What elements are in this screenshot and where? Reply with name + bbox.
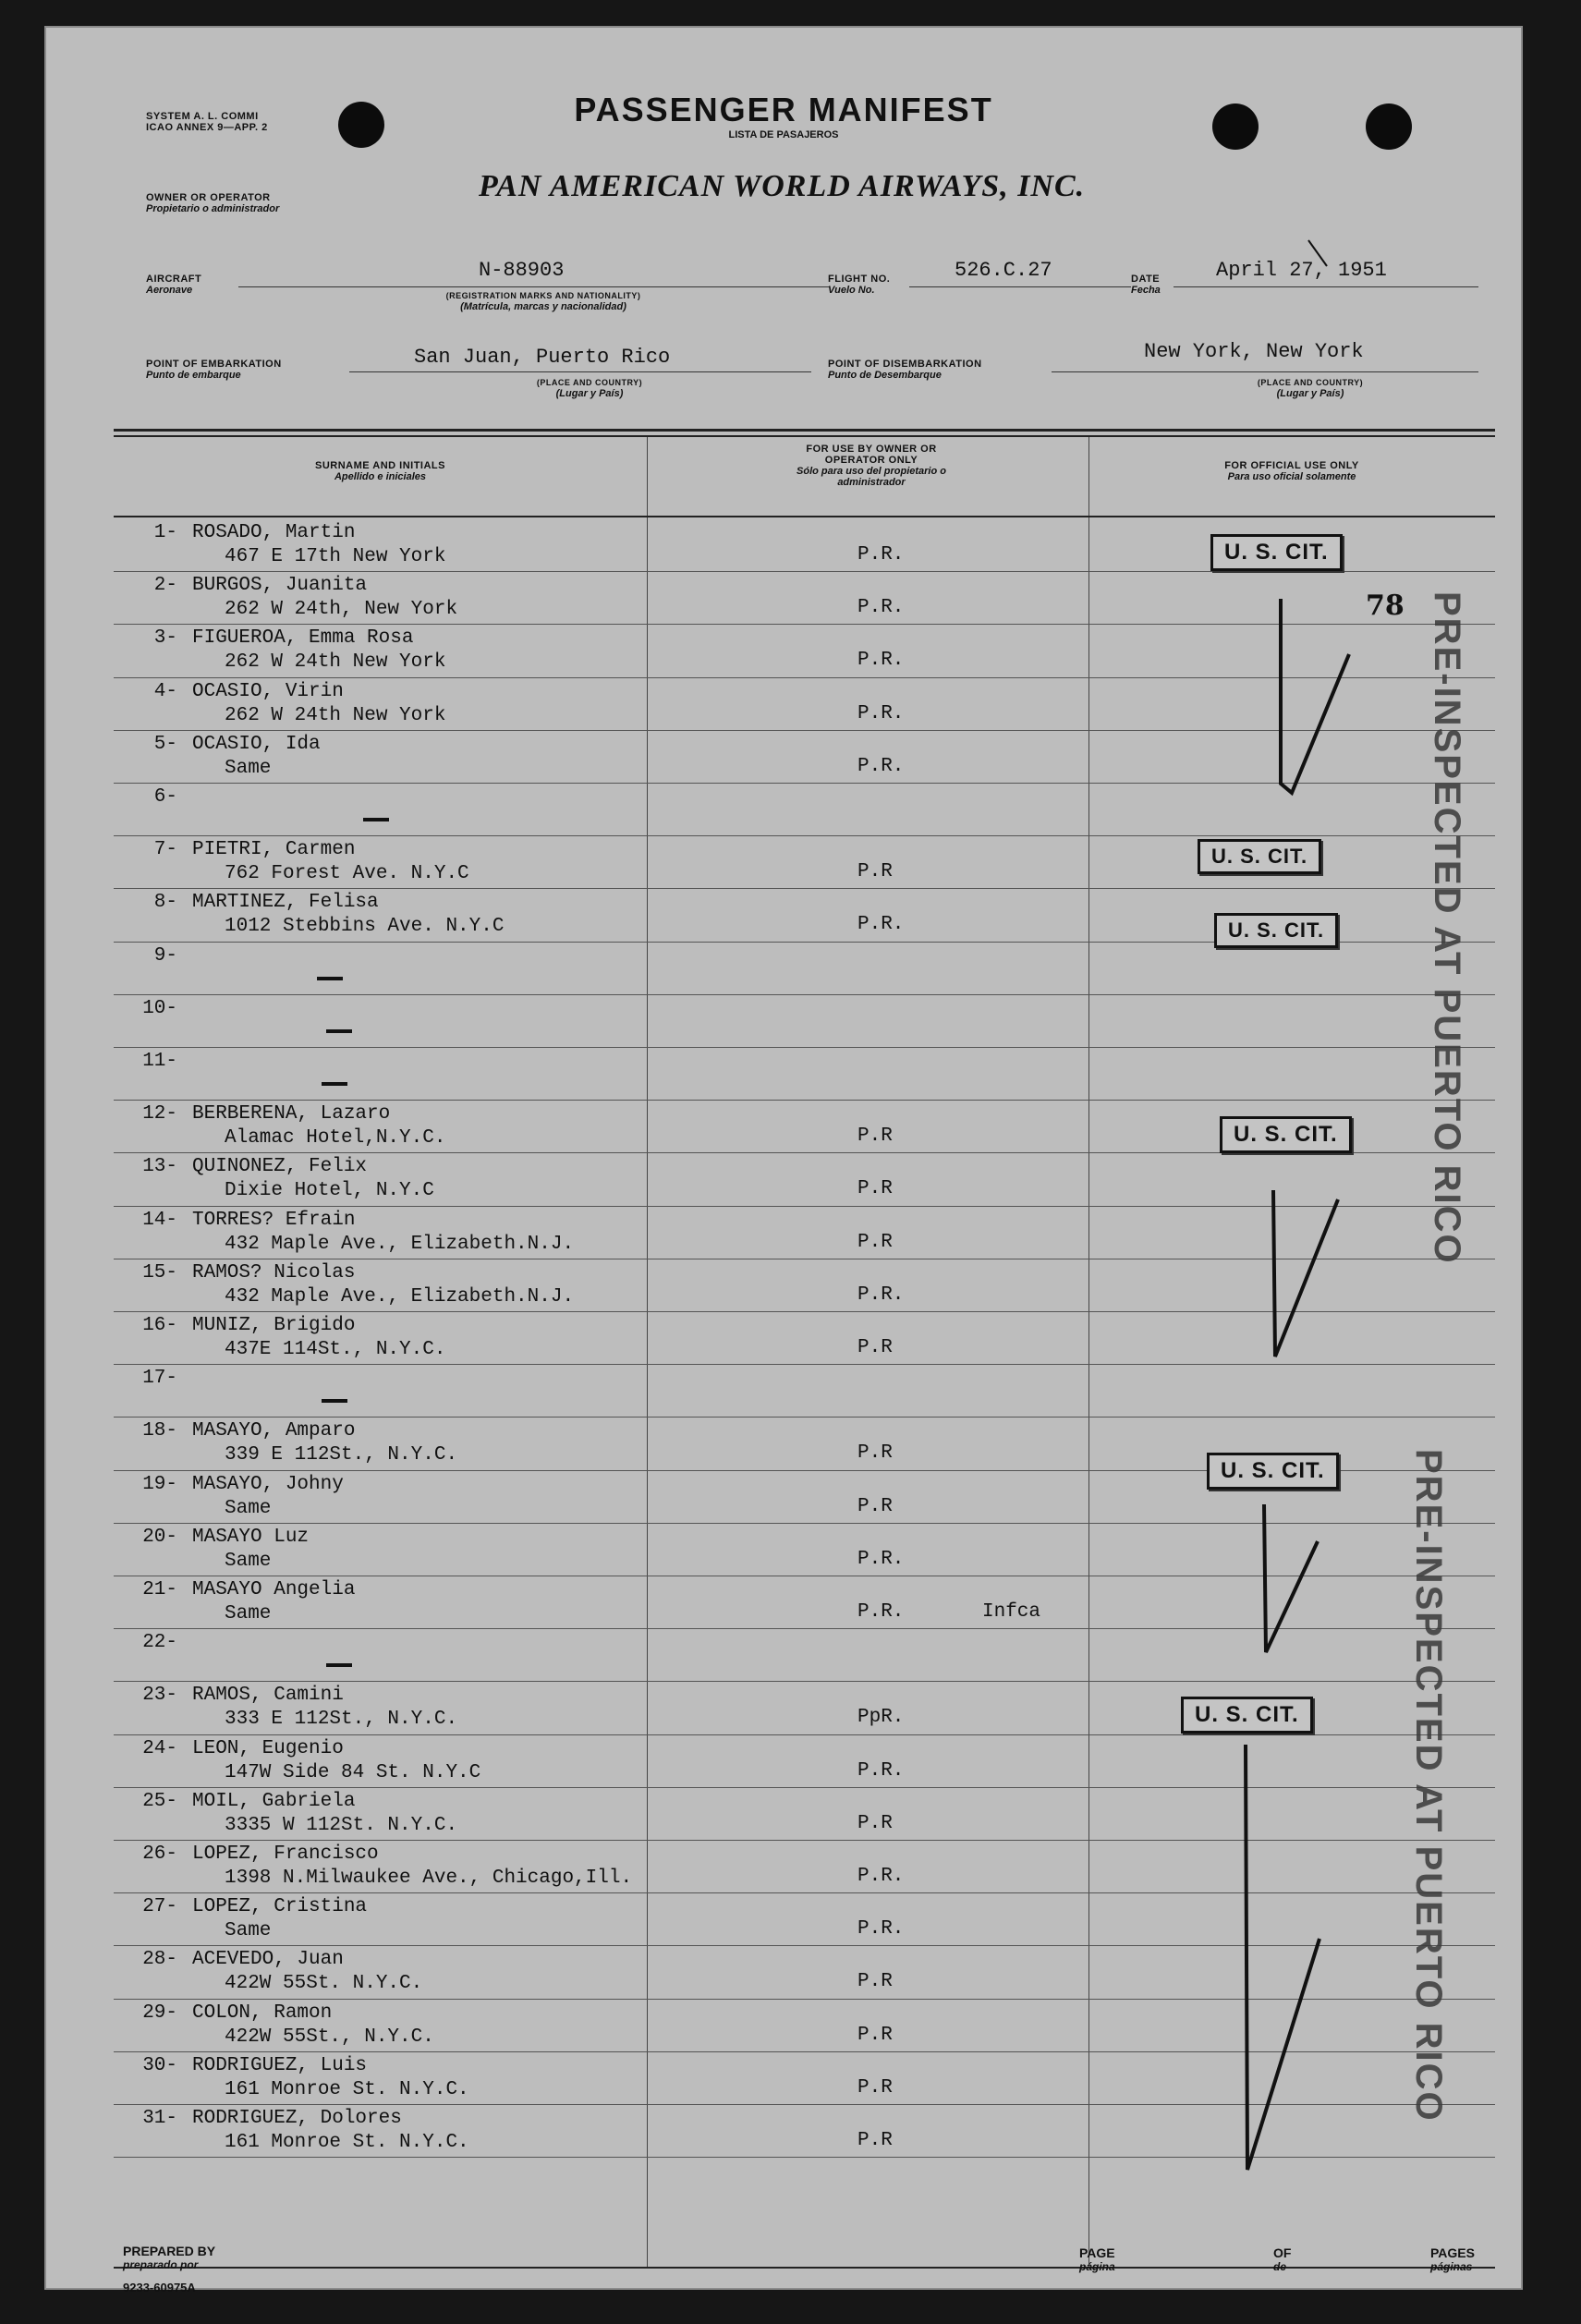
us-cit-stamp: U. S. CIT. [1210, 534, 1343, 571]
table-row [114, 1154, 1495, 1207]
passenger-name: ROSADO, Martin [192, 522, 356, 543]
origin-code: P.R. [857, 597, 905, 619]
passenger-address: 467 E 17th New York [225, 546, 446, 567]
col-owner-use: FOR USE BY OWNER OR OPERATOR ONLY Sólo para uso del propietario o administrador [797, 444, 946, 488]
passenger-address: 262 W 24th, New York [225, 599, 458, 621]
passenger-address: Same [225, 1497, 272, 1519]
row-divider [114, 2051, 1495, 2052]
passenger-name: COLON, Ramon [192, 2002, 333, 2024]
row-divider [114, 1047, 1495, 1048]
blank-row-dash [322, 1399, 347, 1403]
origin-code: P.R [857, 1337, 893, 1358]
table-row [114, 1894, 1495, 1947]
passenger-address: 1012 Stebbins Ave. N.Y.C [225, 916, 505, 938]
pages-label: PAGES páginas [1430, 2245, 1475, 2273]
row-number: 16- [142, 1315, 177, 1336]
table-row [114, 1630, 1495, 1683]
table-row [114, 1947, 1495, 2000]
row-divider [114, 730, 1495, 731]
passenger-address: 147W Side 84 St. N.Y.C [225, 1761, 481, 1783]
passenger-name: RAMOS? Nicolas [192, 1261, 356, 1284]
row-divider [114, 1523, 1495, 1524]
row-number: 13- [142, 1156, 177, 1178]
passenger-name: LOPEZ, Cristina [192, 1896, 368, 1918]
passenger-name: FIGUEROA, Emma Rosa [192, 627, 414, 650]
passenger-name: RAMOS, Camini [192, 1685, 344, 1707]
disembark-caption: (PLACE AND COUNTRY) (Lugar y País) [1257, 378, 1364, 399]
row-divider [114, 1206, 1495, 1207]
flight-label: FLIGHT NO. Vuelo No. [828, 274, 891, 296]
row-divider [114, 1945, 1495, 1946]
origin-code: P.R [857, 2024, 893, 2046]
origin-code: P.R [857, 2130, 893, 2151]
origin-code: P.R. [857, 702, 905, 724]
table-row [114, 785, 1495, 837]
pre-inspected-stamp: PRE-INSPECTED AT PUERTO RICO [1427, 591, 1467, 1265]
passenger-address: 422W 55St., N.Y.C. [225, 2026, 434, 2048]
us-cit-stamp: U. S. CIT. [1214, 913, 1338, 948]
date-value: April 27, 1951 [1216, 259, 1387, 282]
passenger-address: 437E 114St., N.Y.C. [225, 1339, 446, 1360]
table-row [114, 573, 1495, 626]
embark-value: San Juan, Puerto Rico [414, 346, 671, 369]
passenger-address: Same [225, 1550, 272, 1572]
form-number: 9233-60975A [123, 2281, 196, 2294]
origin-code: P.R. [857, 914, 905, 936]
origin-code: P.R. [857, 650, 905, 672]
row-number: 29- [142, 2002, 177, 2024]
row-divider [114, 994, 1495, 995]
origin-code: P.R. [857, 1548, 905, 1570]
blank-row-dash [326, 1663, 352, 1667]
us-cit-stamp: U. S. CIT. [1198, 839, 1321, 874]
row-number: 1- [153, 522, 177, 543]
row-number: 6- [153, 786, 177, 808]
passenger-name: QUINONEZ, Felix [192, 1156, 368, 1178]
row-divider [114, 1364, 1495, 1365]
handwritten-number: 78 [1366, 590, 1405, 622]
table-row [114, 1260, 1495, 1313]
row-number: 20- [142, 1526, 177, 1548]
passenger-name: MARTINEZ, Felisa [192, 892, 379, 914]
row-number: 10- [142, 997, 177, 1019]
row-number: 18- [142, 1420, 177, 1442]
origin-code: P.R. [857, 1601, 905, 1623]
passenger-address: 432 Maple Ave., Elizabeth.N.J. [225, 1285, 575, 1308]
row-number: 19- [142, 1473, 177, 1495]
passenger-address: 3335 W 112St. N.Y.C. [225, 1814, 458, 1836]
row-divider [114, 1734, 1495, 1735]
origin-code: P.R [857, 1812, 893, 1834]
date-label: DATE Fecha [1131, 274, 1161, 296]
blank-row-dash [317, 977, 343, 980]
table-row [114, 1366, 1495, 1418]
passenger-name: MASAYO, Amparo [192, 1420, 356, 1442]
passenger-name: LOPEZ, Francisco [192, 1843, 379, 1865]
passenger-address: Same [225, 1603, 272, 1624]
row-number: 21- [142, 1579, 177, 1600]
row-number: 25- [142, 1790, 177, 1812]
page-subtitle: LISTA DE PASAJEROS [728, 129, 839, 140]
origin-code: P.R [857, 1178, 893, 1200]
page-label: PAGE página [1079, 2245, 1115, 2273]
of-label: OF de [1273, 2245, 1292, 2273]
row-divider [114, 888, 1495, 889]
origin-code: P.R. [857, 1284, 905, 1306]
passenger-address: 432 Maple Ave., Elizabeth.N.J. [225, 1233, 575, 1255]
table-row [114, 1577, 1495, 1630]
origin-code: P.R [857, 861, 893, 883]
table-row [114, 626, 1495, 678]
passenger-address: 1398 N.Milwaukee Ave., Chicago,Ill. [225, 1868, 633, 1889]
embark-caption: (PLACE AND COUNTRY) (Lugar y País) [536, 378, 643, 399]
passenger-name: MASAYO, Johny [192, 1473, 344, 1495]
flight-value: 526.C.27 [955, 259, 1052, 282]
table-row [114, 1736, 1495, 1789]
passenger-address: 762 Forest Ave. N.Y.C [225, 863, 469, 885]
passenger-name: OCASIO, Virin [192, 680, 344, 702]
origin-code: P.R. [857, 1866, 905, 1887]
row-number: 2- [153, 575, 177, 597]
passenger-address: 333 E 112St., N.Y.C. [225, 1709, 458, 1731]
passenger-address: Same [225, 1920, 272, 1942]
passenger-name: LEON, Eugenio [192, 1737, 344, 1759]
blank-row-dash [322, 1082, 347, 1086]
row-number: 9- [153, 944, 177, 967]
origin-code: P.R [857, 2076, 893, 2099]
row-number: 5- [153, 733, 177, 755]
col-official: FOR OFFICIAL USE ONLY Para uso oficial solamente [1224, 460, 1359, 482]
row-number: 4- [153, 680, 177, 702]
passenger-address: Same [225, 757, 272, 779]
page-title: PASSENGER MANIFEST [574, 91, 993, 128]
table-row [114, 1049, 1495, 1101]
form-ref: SYSTEM A. L. COMMI ICAO ANNEX 9—APP. 2 [146, 111, 268, 133]
table-row [114, 1525, 1495, 1577]
row-number: 30- [142, 2054, 177, 2076]
aircraft-caption: (REGISTRATION MARKS AND NATIONALITY) (Matrícula, marcas y nacionalidad) [445, 291, 641, 312]
prepared-by-label: PREPARED BY preparado por [123, 2244, 216, 2271]
blank-row-dash [326, 1029, 352, 1033]
blank-row-dash [363, 818, 389, 821]
passenger-address: 262 W 24th New York [225, 704, 446, 726]
row-divider [114, 1787, 1495, 1788]
passenger-name: MUNIZ, Brigido [192, 1315, 356, 1336]
passenger-address: Dixie Hotel, N.Y.C [225, 1180, 434, 1202]
row-number: 3- [153, 627, 177, 650]
passenger-address: 339 E 112St., N.Y.C. [225, 1444, 458, 1466]
origin-code: P.R. [857, 544, 905, 566]
row-divider [114, 1100, 1495, 1101]
passenger-name: MASAYO Angelia [192, 1579, 356, 1600]
row-divider [114, 1311, 1495, 1312]
disembark-value: New York, New York [1144, 340, 1364, 363]
table-row [114, 1789, 1495, 1842]
row-divider [114, 624, 1495, 625]
row-number: 12- [142, 1103, 177, 1125]
origin-code: P.R. [857, 1759, 905, 1782]
row-divider [114, 1892, 1495, 1893]
embark-label: POINT OF EMBARKATION Punto de embarque [146, 359, 282, 381]
row-number: 27- [142, 1896, 177, 1918]
origin-code: PpR. [857, 1707, 905, 1729]
passenger-name: MOIL, Gabriela [192, 1790, 356, 1812]
table-row [114, 679, 1495, 732]
origin-code: P.R [857, 1125, 893, 1148]
table-row [114, 943, 1495, 996]
origin-code: P.R [857, 1231, 893, 1253]
passenger-name: TORRES? Efrain [192, 1209, 356, 1231]
disembark-label: POINT OF DISEMBARKATION Punto de Desembarque [828, 359, 982, 381]
passenger-address: 422W 55St. N.Y.C. [225, 1973, 423, 1995]
airline-name: PAN AMERICAN WORLD AIRWAYS, INC. [479, 169, 1086, 203]
row-divider [114, 1681, 1495, 1682]
aircraft-label: AIRCRAFT Aeronave [146, 274, 202, 296]
us-cit-stamp: U. S. CIT. [1220, 1116, 1352, 1153]
row-divider [114, 1628, 1495, 1629]
table-row [114, 1208, 1495, 1260]
row-number: 11- [142, 1051, 177, 1072]
row-number: 15- [142, 1261, 177, 1284]
row-number: 31- [142, 2108, 177, 2129]
table-row [114, 2053, 1495, 2106]
passenger-name: ACEVEDO, Juan [192, 1949, 344, 1971]
row-number: 22- [142, 1632, 177, 1654]
row-divider [114, 1999, 1495, 2000]
row-number: 8- [153, 892, 177, 914]
row-number: 17- [142, 1368, 177, 1390]
origin-code: P.R [857, 1971, 893, 1993]
table-row [114, 2001, 1495, 2053]
passenger-name: MASAYO Luz [192, 1526, 310, 1548]
passenger-name: RODRIGUEZ, Dolores [192, 2108, 402, 2129]
us-cit-stamp: U. S. CIT. [1207, 1453, 1339, 1490]
row-number: 14- [142, 1209, 177, 1231]
row-number: 26- [142, 1843, 177, 1865]
passenger-address: Alamac Hotel,N.Y.C. [225, 1127, 446, 1150]
row-divider [114, 571, 1495, 572]
row-divider [114, 1417, 1495, 1418]
passenger-name: OCASIO, Ida [192, 733, 321, 755]
col-surname: SURNAME AND INITIALS Apellido e iniciales [315, 460, 445, 482]
row-number: 23- [142, 1685, 177, 1707]
origin-code: P.R [857, 1442, 893, 1465]
us-cit-stamp: U. S. CIT. [1181, 1697, 1313, 1734]
table-row [114, 1313, 1495, 1366]
passenger-name: BERBERENA, Lazaro [192, 1103, 391, 1125]
aircraft-value: N-88903 [479, 259, 565, 282]
passenger-address: 262 W 24th New York [225, 651, 446, 674]
table-row [114, 2106, 1495, 2159]
row-divider [114, 2157, 1495, 2158]
row-number: 7- [153, 839, 177, 861]
pre-inspected-stamp: PRE-INSPECTED AT PUERTO RICO [1408, 1449, 1449, 2123]
origin-code: P.R [857, 1495, 893, 1517]
table-row [114, 996, 1495, 1049]
row-divider [114, 2104, 1495, 2105]
row-divider [114, 835, 1495, 836]
row-number: 28- [142, 1949, 177, 1971]
passenger-name: PIETRI, Carmen [192, 839, 356, 861]
row-number: 24- [142, 1737, 177, 1759]
passenger-name: RODRIGUEZ, Luis [192, 2054, 368, 2076]
origin-code: P.R. [857, 755, 905, 777]
origin-code: P.R. [857, 1918, 905, 1941]
row-divider [114, 677, 1495, 678]
manifest-sheet [44, 26, 1523, 2294]
passenger-address: 161 Monroe St. N.Y.C. [225, 2132, 469, 2153]
owner-label: OWNER OR OPERATOR Propietario o administrador [146, 192, 280, 214]
passenger-name: BURGOS, Juanita [192, 575, 368, 597]
row-divider [114, 1840, 1495, 1841]
row-note: Infca [982, 1601, 1041, 1623]
row-divider [114, 783, 1495, 784]
passenger-address: 161 Monroe St. N.Y.C. [225, 2078, 469, 2100]
table-row [114, 1842, 1495, 1894]
table-row [114, 732, 1495, 785]
